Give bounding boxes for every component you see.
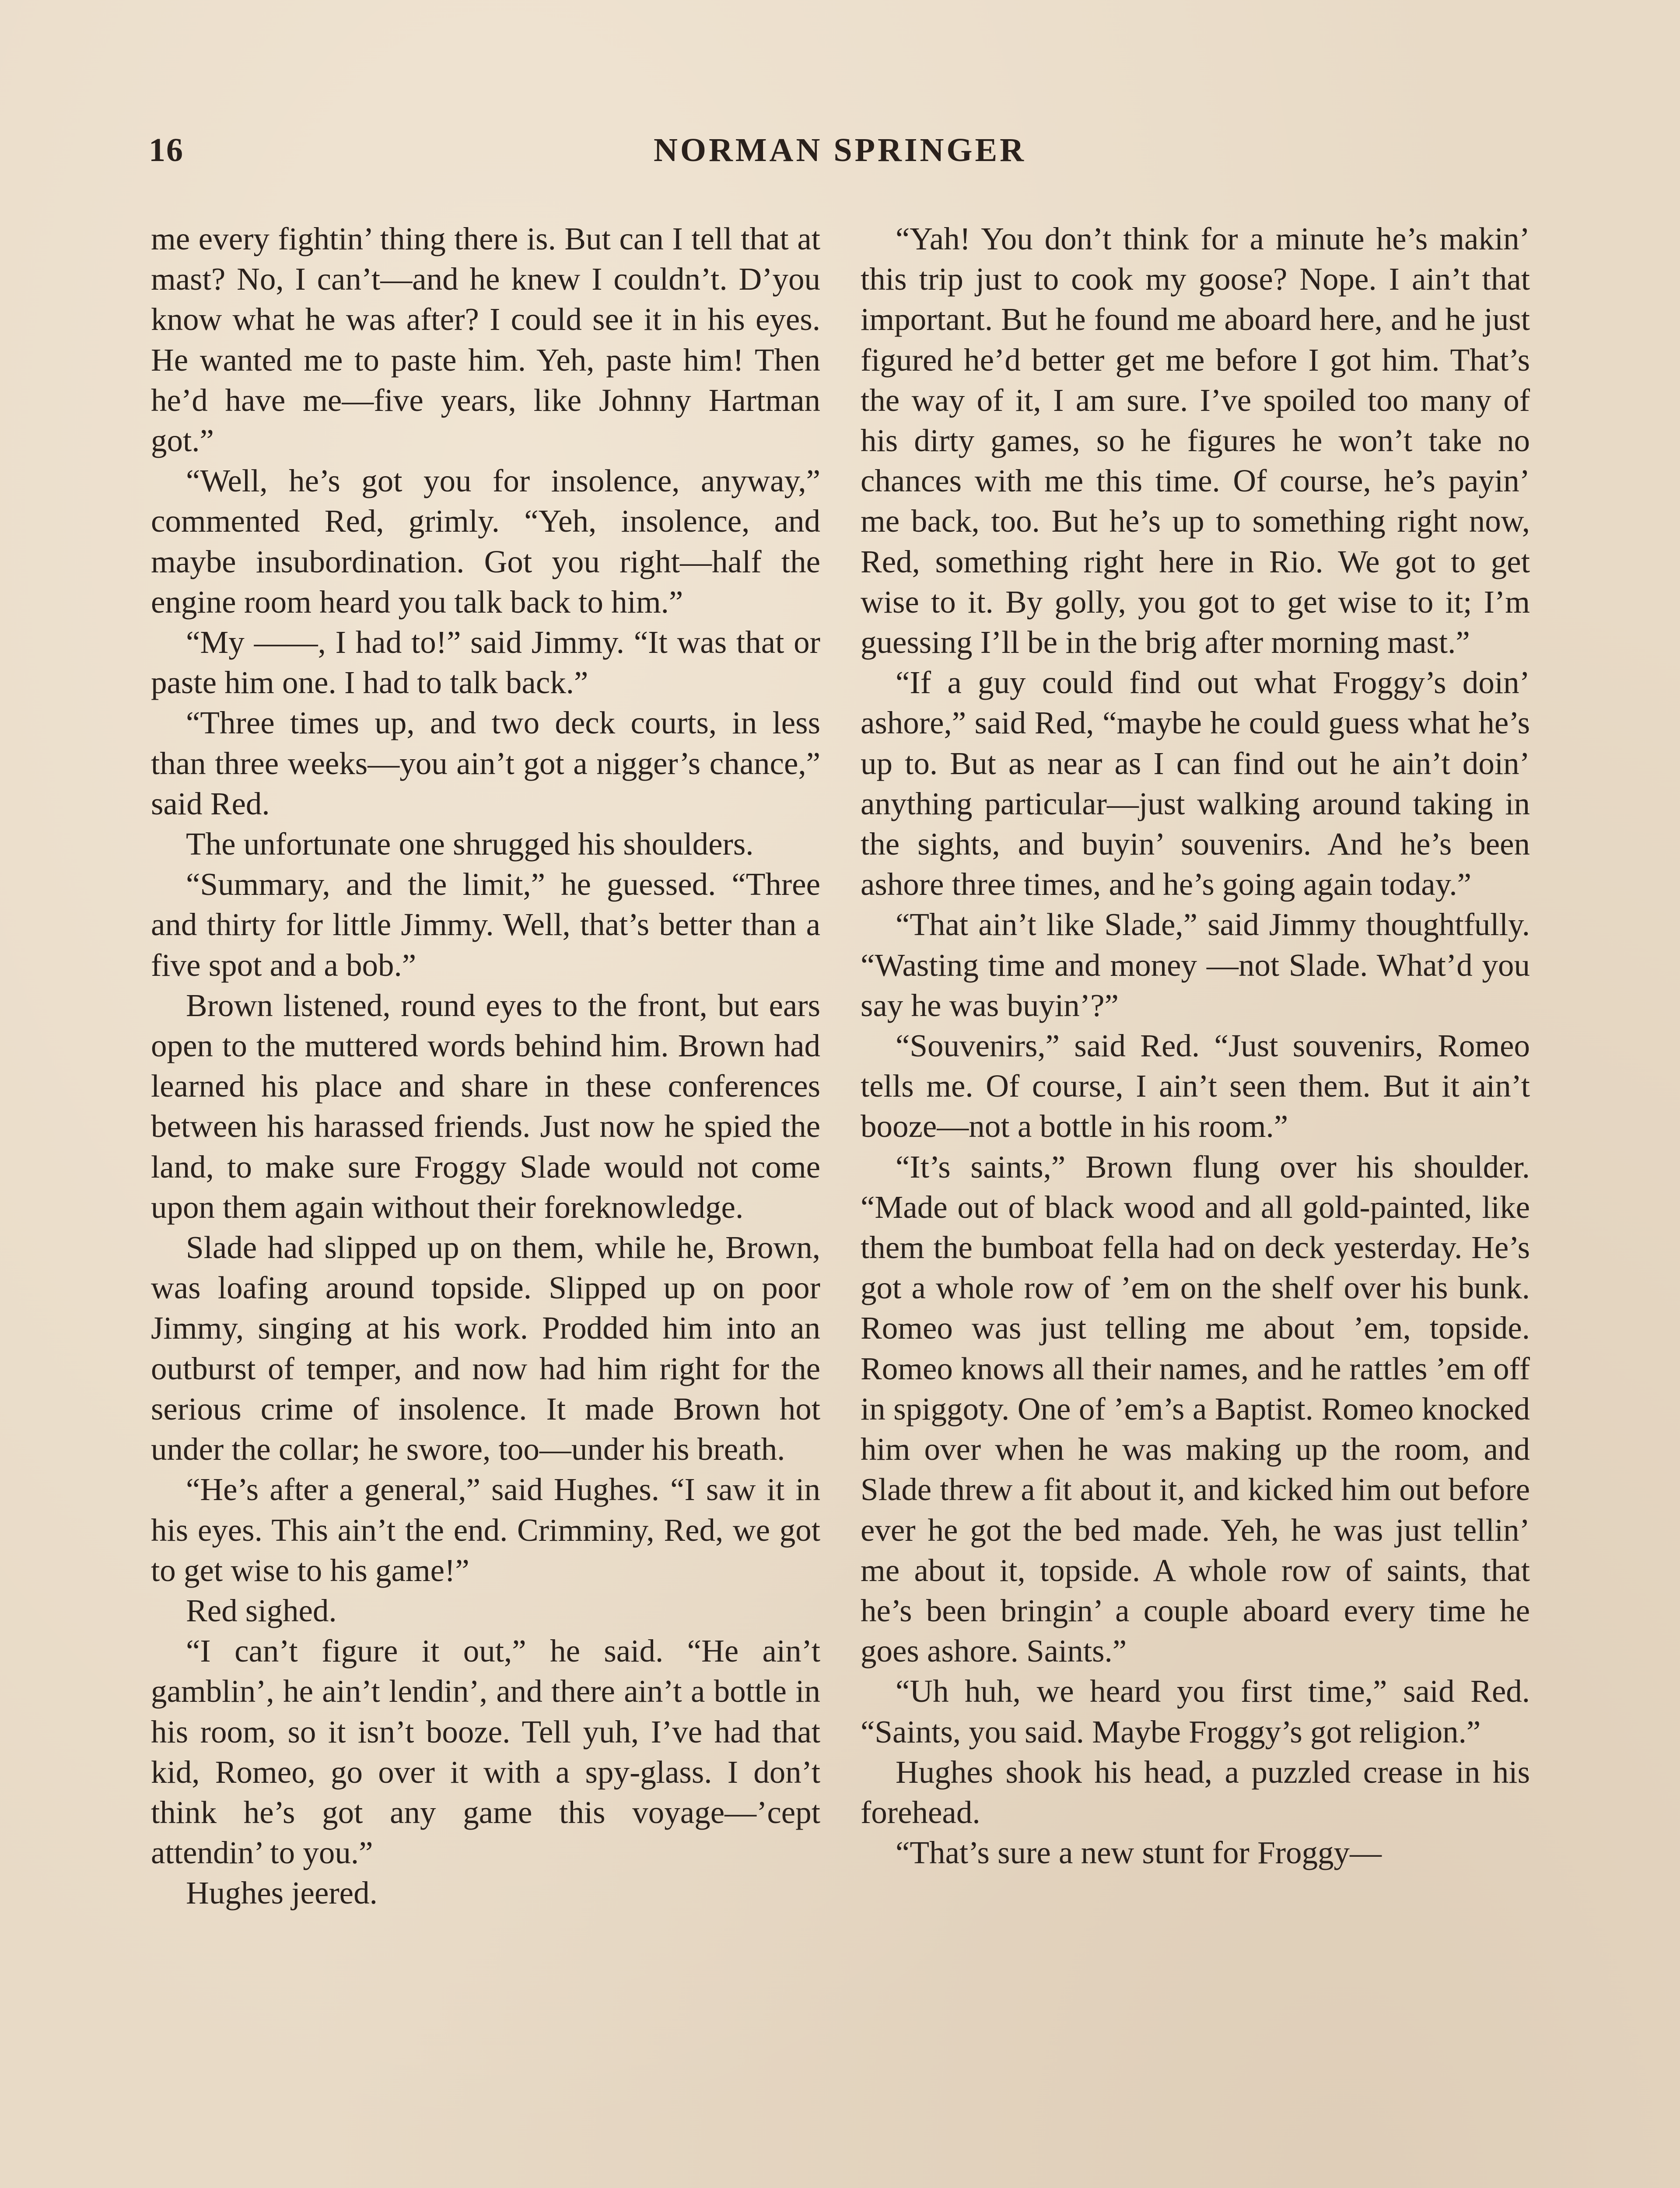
paragraph: “He’s after a general,” said Hughes. “I saw it in his eyes. This ain’t the end. Crimminy, Red, we got to get wise to his game!” xyxy=(151,1472,820,1588)
paragraph: Hughes shook his head, a puzzled crease in his forehead. xyxy=(861,1754,1530,1830)
paragraph: Slade had slipped up on them, while he, Brown, was loafing around topside. Slipped up on poor Jimmy, singing at his work. Prodded him into an outburst of temper, and now had him right for the serious crime of insolence. It made Brown hot under the collar; he swore, too—under his breath. xyxy=(151,1230,820,1467)
left-text-column xyxy=(151,219,820,1914)
paragraph: me every fightin’ thing there is. But can I tell that at mast? No, I can’t—and he knew I couldn’t. D’you know what he was after? I could see it in his eyes. He wanted me to paste him. Yeh, paste him! Then he’d have me—five years, like Johnny Hartman got.” xyxy=(151,221,820,459)
right-text-column xyxy=(861,219,1530,1873)
running-title: NORMAN SPRINGER xyxy=(653,132,1027,168)
paragraph: “Well, he’s got you for insolence, anyway,” commented Red, grimly. “Yeh, insolence, and maybe insubordination. Got you right—half the engine room heard you talk back to him.” xyxy=(151,463,820,620)
running-head xyxy=(149,131,1531,179)
paragraph: “It’s saints,” Brown flung over his shoulder. “Made out of black wood and all gold-painted, like them the bumboat fella had on deck yesterday. He’s got a whole row of ’em on the shelf over his bunk. Romeo was just telling me about ’em, topside. Romeo knows all their names, and he rattles ’em off in spiggoty. One of ’em’s a Baptist. Romeo knocked him over when he was making up the room, and Slade threw a fit about it, and kicked him out before ever he got the bed made. Yeh, he was just tellin’ me about it, topside. A whole row of saints, that he’s been bringin’ a couple aboard every time he goes ashore. Saints.” xyxy=(861,1149,1530,1669)
paragraph: Brown listened, round eyes to the front, but ears open to the muttered words behind him. Brown had learned his place and share in these conferences between his harassed friends. Just now he spied the land, to make sure Froggy Slade would not come upon them again without their foreknowledge. xyxy=(151,987,820,1225)
paragraph: “Summary, and the limit,” he guessed. “Three and thirty for little Jimmy. Well, that’s better than a five spot and a bob.” xyxy=(151,866,820,983)
paragraph: “Yah! You don’t think for a minute he’s makin’ this trip just to cook my goose? Nope. I ain’t that important. But he found me aboard here, and he just figured he’d better get me before I got him. That’s the way of it, I am sure. I’ve spoiled too many of his dirty games, so he figures he won’t take no chances with me this time. Of course, he’s payin’ me back, too. But he’s up to something right now, Red, something right here in Rio. We got to get wise to it. By golly, you got to get wise to it; I’m guessing I’ll be in the brig after morning mast.” xyxy=(861,221,1530,660)
paragraph: “My ——, I had to!” said Jimmy. “It was that or paste him one. I had to talk back.” xyxy=(151,624,820,701)
paragraph: “Uh huh, we heard you first time,” said Red. “Saints, you said. Maybe Froggy’s got religion.” xyxy=(861,1673,1530,1750)
paragraph: “That’s sure a new stunt for Froggy— xyxy=(896,1835,1382,1871)
paragraph: “Souvenirs,” said Red. “Just souvenirs, Romeo tells me. Of course, I ain’t seen them. But it ain’t booze—not a bottle in his room.” xyxy=(861,1028,1530,1144)
paragraph: The unfortunate one shrugged his shoulders. xyxy=(186,826,754,862)
page-number: 16 xyxy=(149,132,184,168)
paragraph: Hughes jeered. xyxy=(186,1875,378,1911)
paragraph: “That ain’t like Slade,” said Jimmy thoughtfully. “Wasting time and money —not Slade. What’d you say he was buyin’?” xyxy=(861,907,1530,1023)
paragraph: “Three times up, and two deck courts, in less than three weeks—you ain’t got a nigger’s chance,” said Red. xyxy=(151,705,820,821)
paragraph: “If a guy could find out what Froggy’s doin’ ashore,” said Red, “maybe he could guess what he’s up to. But as near as I can find out he ain’t doin’ anything particular—just walking around taking in the sights, and buyin’ souvenirs. And he’s been ashore three times, and he’s going again today.” xyxy=(861,665,1530,902)
paragraph: Red sighed. xyxy=(186,1592,337,1628)
paragraph: “I can’t figure it out,” he said. “He ain’t gamblin’, he ain’t lendin’, and there ain’t a bottle in his room, so it isn’t booze. Tell yuh, I’ve had that kid, Romeo, go over it with a spy-glass. I don’t think he’s got any game this voyage—’cept attendin’ to you.” xyxy=(151,1633,820,1871)
